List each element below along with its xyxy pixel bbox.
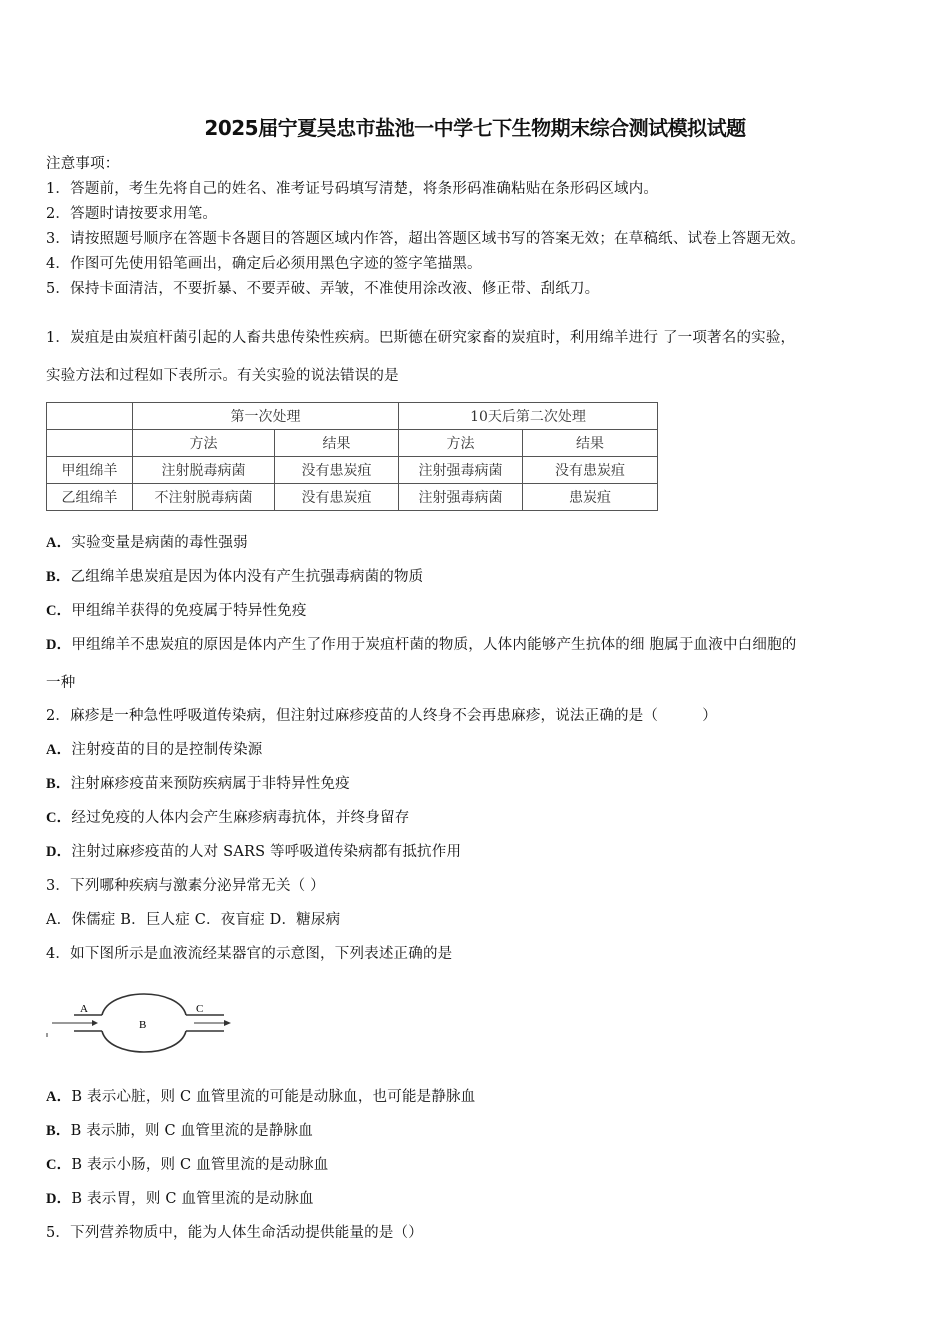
experiment-table [46,402,658,511]
table-sub-header: 结果 [275,430,399,457]
option-a: A．B 表示心脏，则 C 血管里流的可能是动脉血，也可能是静脉血 [46,1089,476,1105]
table-cell: 没有患炭疽 [275,457,399,484]
question-1-stem-cont: 实验方法和过程如下表所示。有关实验的说法错误的是 [46,368,399,384]
option-b: B．乙组绵羊患炭疽是因为体内没有产生抗强毒病菌的物质 [46,569,424,585]
option-c: C．甲组绵羊获得的免疫属于特异性免疫 [46,603,307,619]
question-text: 炭疽是由炭疽杆菌引起的人畜共患传染性疾病。巴斯德在研究家畜的炭疽时，利用绵羊进行 了一项著名的实验， [70,330,796,346]
question-4-stem: 4．如下图所示是血液流经某器官的示意图，下列表述正确的是 [46,946,453,962]
table-cell: 注射强毒病菌 [399,457,523,484]
table-sub-header: 结果 [523,430,658,457]
question-3-stem: 3．下列哪种疾病与激素分泌异常无关（ ） [46,878,325,894]
question-5-stem: 5．下列营养物质中，能为人体生命活动提供能量的是（） [46,1225,423,1241]
question-number: 1． [46,330,71,346]
notice-item: 3．请按照题号顺序在答题卡各题目的答题区域内作答，超出答题区域书写的答案无效；在草稿纸、试卷上答题无效。 [46,231,806,247]
option-d: D．甲组绵羊不患炭疽的原因是体内产生了作用于炭疽杆菌的物质，人体内能够产生抗体的细 胞属于血液中白细胞的 [46,637,797,653]
table-sub-header: 方法 [399,430,523,457]
option-d: D．B 表示胃，则 C 血管里流的是动脉血 [46,1191,314,1207]
table-cell: 注射脱毒病菌 [133,457,275,484]
blood-flow-diagram [44,982,244,1062]
notice-item: 5．保持卡面清洁，不要折暴、不要弄破、弄皱，不准使用涂改液、修正带、刮纸刀。 [46,281,600,297]
option-b: B．B 表示肺，则 C 血管里流的是静脉血 [46,1123,313,1139]
row-label: 乙组绵羊 [47,484,133,511]
option-d-cont: 一种 [46,675,76,691]
table-corner [47,403,133,430]
table-cell: 患炭疽 [523,484,658,511]
notice-item: 4．作图可先使用铅笔画出，确定后必须用黑色字迹的签字笔描黑。 [46,256,482,272]
option-c: C．经过免疫的人体内会产生麻疹病毒抗体，并终身留存 [46,810,410,826]
table-row [47,457,658,484]
option-a: A．实验变量是病菌的毒性强弱 [46,535,248,551]
table-cell: 注射强毒病菌 [399,484,523,511]
label-c: C [196,1003,204,1015]
label-a: A [80,1003,88,1015]
label-b: B [139,1019,147,1031]
notice-item: 1．答题前，考生先将自己的姓名、准考证号码填写清楚，将条形码准确粘贴在条形码区域内。 [46,181,659,197]
row-label: 甲组绵羊 [47,457,133,484]
page-title: 2025届宁夏吴忠市盐池一中学七下生物期末综合测试模拟试题 [204,116,746,140]
table-cell: 没有患炭疽 [275,484,399,511]
table-cell: 没有患炭疽 [523,457,658,484]
table-sub-header: 方法 [133,430,275,457]
option-b: B．注射麻疹疫苗来预防疾病属于非特异性免疫 [46,776,350,792]
question-1-stem [46,326,795,347]
question-3-options: A．侏儒症 B．巨人症 C．夜盲症 D．糖尿病 [46,912,341,928]
table-row [47,484,658,511]
table-group-header: 10天后第二次处理 [399,403,658,430]
question-2-stem: 2．麻疹是一种急性呼吸道传染病，但注射过麻疹疫苗的人终身不会再患麻疹，说法正确的是（ ） [46,708,717,724]
option-a: A．注射疫苗的目的是控制传染源 [46,742,263,758]
option-c: C．B 表示小肠，则 C 血管里流的是动脉血 [46,1157,329,1173]
notice-heading: 注意事项： [46,156,120,172]
notice-item: 2．答题时请按要求用笔。 [46,206,218,222]
table-corner [47,430,133,457]
table-group-header: 第一次处理 [133,403,399,430]
option-d: D．注射过麻疹疫苗的人对 SARS 等呼吸道传染病都有抵抗作用 [46,844,462,860]
table-cell: 不注射脱毒病菌 [133,484,275,511]
